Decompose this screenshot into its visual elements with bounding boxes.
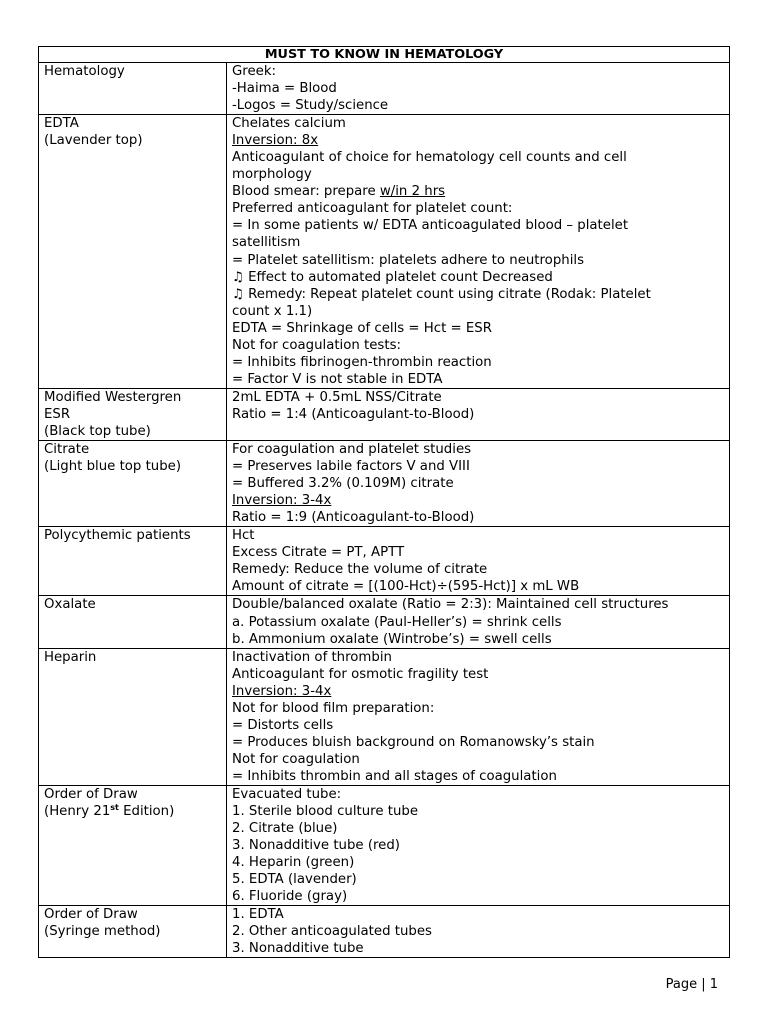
document-page	[38, 46, 729, 958]
term-line: Heparin	[44, 649, 97, 665]
table-row	[39, 906, 730, 958]
table-row	[39, 115, 730, 389]
term-text: (Henry 21	[44, 804, 111, 820]
detail-line: Preferred anticoagulant for platelet count:	[232, 201, 513, 217]
details-cell	[227, 596, 730, 648]
details-cell	[227, 388, 730, 440]
detail-line: Anticoagulant for osmotic fragility test	[232, 666, 489, 682]
table-row	[39, 648, 730, 785]
details-cell	[227, 441, 730, 527]
detail-line: EDTA = Shrinkage of cells = Hct = ESR	[232, 320, 492, 336]
detail-line: 3. Nonadditive tube (red)	[232, 838, 400, 854]
table-row	[39, 596, 730, 648]
details-cell	[227, 906, 730, 958]
detail-line: 2. Citrate (blue)	[232, 821, 338, 837]
detail-text: Blood smear: prepare	[232, 184, 380, 200]
detail-line: morphology	[232, 167, 312, 183]
details-cell	[227, 63, 730, 115]
detail-line: a. Potassium oxalate (Paul-Heller’s) = shrink cells	[232, 614, 562, 630]
detail-line: Evacuated tube:	[232, 786, 342, 802]
term-line: Order of Draw	[44, 907, 138, 923]
table-title-row	[39, 47, 730, 63]
detail-line: Remedy: Reduce the volume of citrate	[232, 562, 488, 578]
detail-line: 6. Fluoride (gray)	[232, 889, 348, 905]
detail-line: Ratio = 1:9 (Anticoagulant-to-Blood)	[232, 510, 475, 526]
detail-line: 1. Sterile blood culture tube	[232, 804, 419, 820]
detail-line: -Haima = Blood	[232, 81, 337, 97]
detail-line: 3. Nonadditive tube	[232, 941, 364, 957]
detail-line: 1. EDTA	[232, 907, 284, 923]
detail-line: Ratio = 1:4 (Anticoagulant-to-Blood)	[232, 406, 475, 422]
term-cell	[39, 63, 227, 115]
term-cell	[39, 648, 227, 785]
detail-line: = Platelet satellitism: platelets adhere to neutrophils	[232, 252, 585, 268]
term-line: Hematology	[44, 64, 125, 79]
detail-line	[232, 183, 729, 200]
term-line	[44, 803, 226, 820]
detail-line: count x 1.1)	[232, 303, 313, 319]
detail-line: Inactivation of thrombin	[232, 649, 392, 665]
detail-line: = In some patients w/ EDTA anticoagulated blood – platelet	[232, 218, 629, 234]
detail-line: Anticoagulant of choice for hematology cell counts and cell	[232, 150, 627, 166]
detail-line: b. Ammonium oxalate (Wintrobe’s) = swell cells	[232, 631, 552, 647]
term-line: (Black top tube)	[44, 423, 151, 439]
detail-line: satellitism	[232, 235, 301, 251]
table-row	[39, 63, 730, 115]
table-row	[39, 785, 730, 905]
hematology-table	[38, 46, 730, 958]
details-cell	[227, 785, 730, 905]
detail-line: Not for blood film preparation:	[232, 700, 435, 716]
detail-line: Greek:	[232, 64, 277, 79]
ordinal-superscript: st	[110, 803, 119, 813]
term-cell	[39, 115, 227, 389]
term-text: Edition)	[118, 804, 175, 820]
term-line: Citrate	[44, 442, 90, 458]
detail-line: = Inhibits fibrinogen-thrombin reaction	[232, 354, 492, 370]
table-row	[39, 441, 730, 527]
details-cell	[227, 648, 730, 785]
term-cell	[39, 596, 227, 648]
term-cell	[39, 527, 227, 596]
term-line: ESR	[44, 406, 71, 422]
detail-line: Chelates calcium	[232, 116, 346, 132]
term-line: EDTA	[44, 116, 79, 132]
detail-line: = Produces bluish background on Romanowsky’s stain	[232, 734, 595, 750]
detail-line: Excess Citrate = PT, APTT	[232, 545, 405, 561]
detail-line-underlined: Inversion: 3-4x	[232, 683, 332, 699]
term-cell	[39, 906, 227, 958]
detail-line: 2. Other anticoagulated tubes	[232, 924, 432, 940]
detail-line: ♫ Effect to automated platelet count Decreased	[232, 269, 553, 285]
term-line: (Lavender top)	[44, 133, 143, 149]
detail-line-underlined: Inversion: 3-4x	[232, 493, 332, 509]
detail-line-underlined: Inversion: 8x	[232, 133, 319, 149]
detail-line: For coagulation and platelet studies	[232, 442, 472, 458]
detail-line: = Buffered 3.2% (0.109M) citrate	[232, 476, 454, 492]
detail-line: 5. EDTA (lavender)	[232, 872, 357, 888]
term-line: Order of Draw	[44, 786, 138, 802]
detail-line: = Inhibits thrombin and all stages of coagulation	[232, 768, 557, 784]
detail-line: Hct	[232, 528, 255, 544]
detail-text-underlined: w/in 2 hrs	[379, 184, 446, 200]
details-cell	[227, 115, 730, 389]
detail-line: = Distorts cells	[232, 717, 334, 733]
page-number: Page | 1	[665, 977, 718, 992]
term-line: (Syringe method)	[44, 924, 161, 940]
table-row	[39, 388, 730, 440]
detail-line: Amount of citrate = [(100-Hct)÷(595-Hct)] x mL WB	[232, 579, 580, 595]
table-row	[39, 527, 730, 596]
term-line: Oxalate	[44, 597, 96, 613]
detail-line: Not for coagulation	[232, 751, 360, 767]
table-title: MUST TO KNOW IN HEMATOLOGY	[39, 47, 730, 63]
detail-line: = Factor V is not stable in EDTA	[232, 371, 443, 387]
term-cell	[39, 388, 227, 440]
detail-line: 2mL EDTA + 0.5mL NSS/Citrate	[232, 389, 442, 405]
detail-line: = Preserves labile factors V and VIII	[232, 459, 470, 475]
term-line: (Light blue top tube)	[44, 459, 182, 475]
term-line: Polycythemic patients	[44, 528, 191, 544]
detail-line: -Logos = Study/science	[232, 98, 389, 114]
detail-line: ♫ Remedy: Repeat platelet count using citrate (Rodak: Platelet	[232, 286, 651, 302]
detail-line: Not for coagulation tests:	[232, 337, 401, 353]
detail-line: Double/balanced oxalate (Ratio = 2:3): Maintained cell structures	[232, 597, 669, 613]
details-cell	[227, 527, 730, 596]
term-cell	[39, 441, 227, 527]
term-line: Modified Westergren	[44, 389, 182, 405]
detail-line: 4. Heparin (green)	[232, 855, 355, 871]
term-cell	[39, 785, 227, 905]
